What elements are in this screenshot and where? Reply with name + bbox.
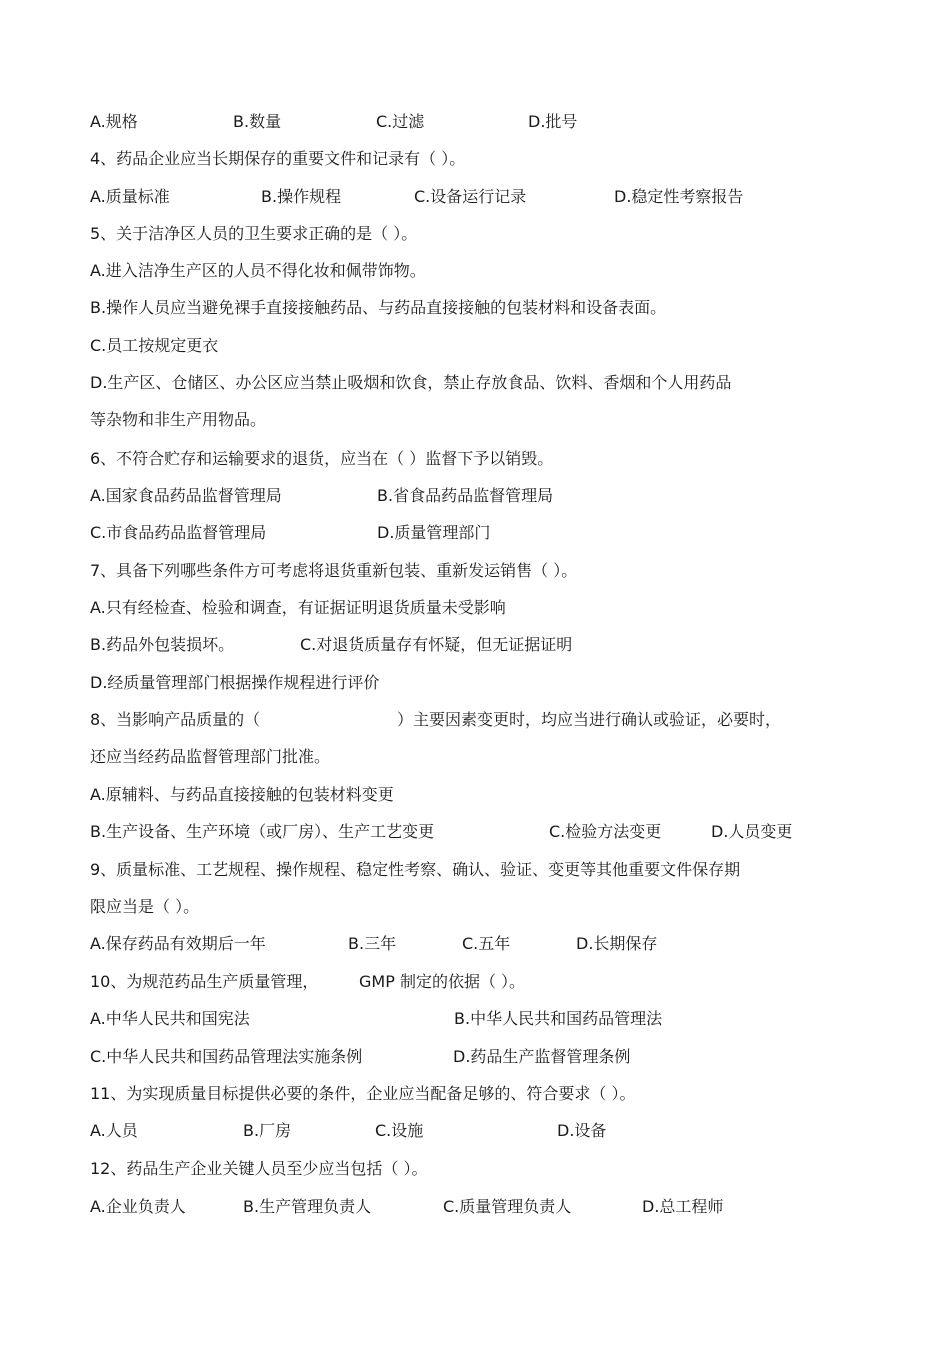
q5-option-b: B.操作人员应当避免裸手直接接触药品、与药品直接接触的包装材料和设备表面。 — [90, 298, 667, 317]
q4-option-c: C.设备运行记录 — [414, 187, 527, 206]
q3-option-b: B.数量 — [233, 112, 282, 131]
q7-stem: 7、具备下列哪些条件方可考虑将退货重新包装、重新发运销售（ ）。 — [90, 561, 578, 580]
q6-option-b: B.省食品药品监督管理局 — [377, 486, 554, 505]
q12-option-d: D.总工程师 — [642, 1197, 724, 1216]
q9-option-b: B.三年 — [348, 934, 397, 953]
q9-option-a: A.保存药品有效期后一年 — [90, 934, 266, 953]
q12-option-b: B.生产管理负责人 — [243, 1197, 372, 1216]
q4-option-b: B.操作规程 — [261, 187, 342, 206]
q11-option-d: D.设备 — [557, 1121, 607, 1140]
q10-stem-part2: GMP 制定的依据（ ）。 — [359, 972, 526, 991]
q7-option-b: B.药品外包装损坏。 — [90, 635, 235, 654]
q5-stem: 5、关于洁净区人员的卫生要求正确的是（ ）。 — [90, 224, 418, 243]
q8-option-b: B.生产设备、生产环境（或厂房）、生产工艺变更 — [90, 822, 435, 841]
q11-stem: 11、为实现质量目标提供必要的条件，企业应当配备足够的、符合要求（ ）。 — [90, 1084, 636, 1103]
q5-option-d-line2: 等杂物和非生产用物品。 — [90, 410, 267, 429]
q10-option-c: C.中华人民共和国药品管理法实施条例 — [90, 1047, 363, 1066]
q12-stem: 12、药品生产企业关键人员至少应当包括（ ）。 — [90, 1159, 428, 1178]
q9-option-c: C.五年 — [462, 934, 511, 953]
q5-option-d-line1: D.生产区、仓储区、办公区应当禁止吸烟和饮食，禁止存放食品、饮料、香烟和个人用药品 — [90, 373, 732, 392]
q10-stem-part1: 10、为规范药品生产质量管理， — [90, 972, 319, 991]
q9-stem-line1: 9、质量标准、工艺规程、操作规程、稳定性考察、确认、验证、变更等其他重要文件保存期 — [90, 860, 741, 879]
q11-option-c: C.设施 — [375, 1121, 424, 1140]
q10-option-a: A.中华人民共和国宪法 — [90, 1009, 250, 1028]
q10-option-d: D.药品生产监督管理条例 — [453, 1047, 631, 1066]
q8-stem-part1: 8、当影响产品质量的（ — [90, 710, 261, 729]
q4-option-d: D.稳定性考察报告 — [614, 187, 744, 206]
q6-option-a: A.国家食品药品监督管理局 — [90, 486, 282, 505]
q4-stem: 4、药品企业应当长期保存的重要文件和记录有（ ）。 — [90, 149, 466, 168]
q3-option-a: A.规格 — [90, 112, 138, 131]
q5-option-c: C.员工按规定更衣 — [90, 336, 219, 355]
q8-stem-part2: ）主要因素变更时，均应当进行确认或验证，必要时， — [397, 710, 782, 729]
q8-option-d: D.人员变更 — [711, 822, 793, 841]
q10-option-b: B.中华人民共和国药品管理法 — [454, 1009, 663, 1028]
q3-option-d: D.批号 — [528, 112, 578, 131]
q11-option-b: B.厂房 — [243, 1121, 292, 1140]
q7-option-a: A.只有经检查、检验和调查，有证据证明退货质量未受影响 — [90, 598, 506, 617]
q6-stem: 6、不符合贮存和运输要求的退货，应当在（ ）监督下予以销毁。 — [90, 449, 554, 468]
q8-option-a: A.原辅料、与药品直接接触的包装材料变更 — [90, 785, 394, 804]
q8-stem-line2: 还应当经药品监督管理部门批准。 — [90, 747, 331, 766]
q9-option-d: D.长期保存 — [576, 934, 658, 953]
q5-option-a: A.进入洁净生产区的人员不得化妆和佩带饰物。 — [90, 261, 426, 280]
q12-option-a: A.企业负责人 — [90, 1197, 186, 1216]
q12-option-c: C.质量管理负责人 — [443, 1197, 572, 1216]
q11-option-a: A.人员 — [90, 1121, 138, 1140]
q6-option-d: D.质量管理部门 — [377, 523, 491, 542]
q7-option-d: D.经质量管理部门根据操作规程进行评价 — [90, 673, 380, 692]
q7-option-c: C.对退货质量存有怀疑，但无证据证明 — [300, 635, 573, 654]
q6-option-c: C.市食品药品监督管理局 — [90, 523, 267, 542]
q8-option-c: C.检验方法变更 — [549, 822, 662, 841]
q9-stem-line2: 限应当是（ ）。 — [90, 897, 200, 916]
q4-option-a: A.质量标准 — [90, 187, 170, 206]
q3-option-c: C.过滤 — [376, 112, 425, 131]
